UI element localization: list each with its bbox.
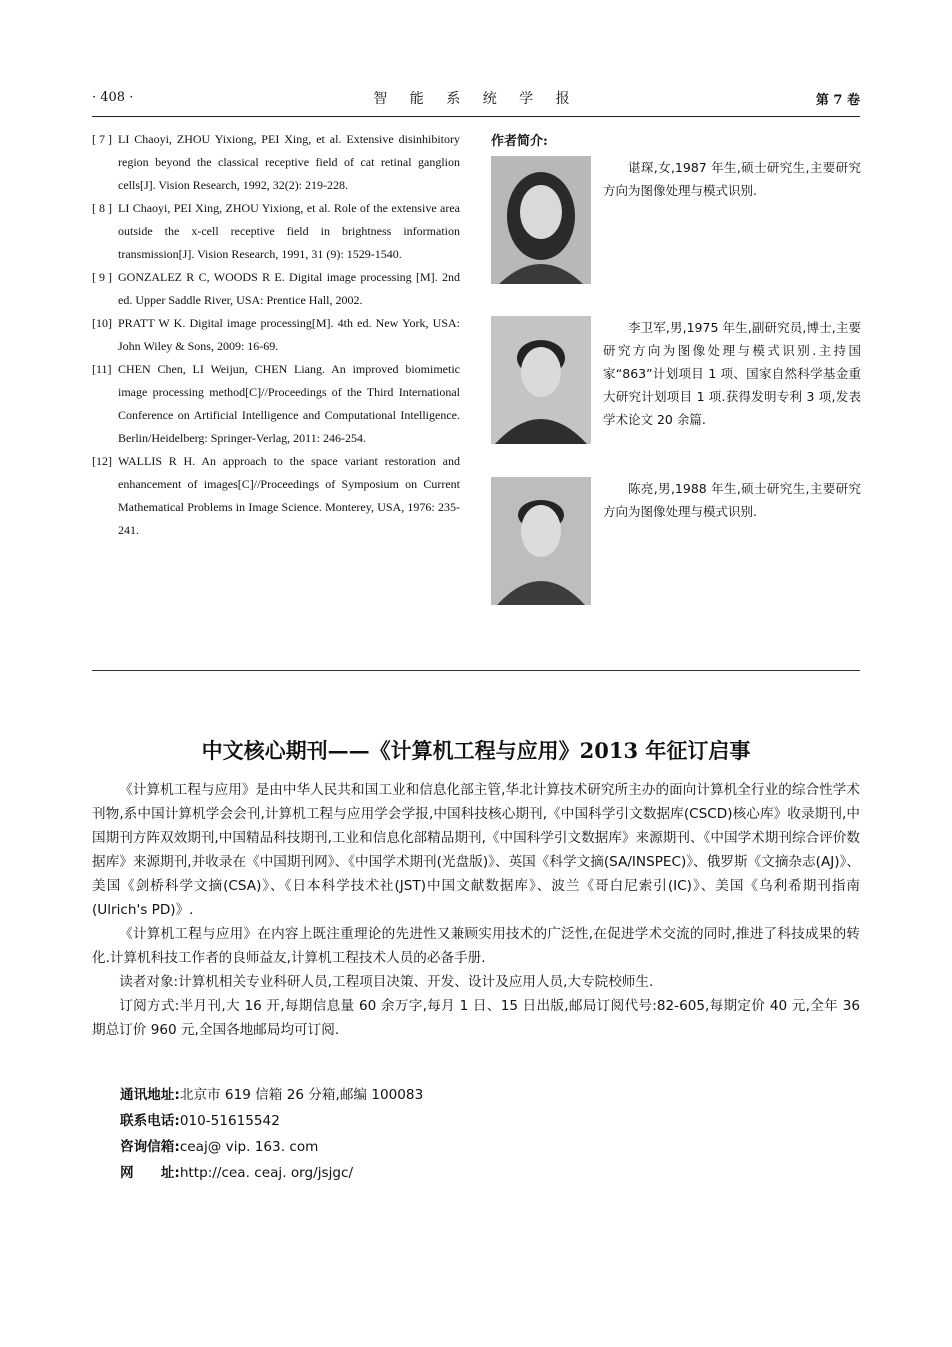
volume-label: 第 7 卷 [815,93,860,108]
reference-item: [ 8 ] LI Chaoyi, PEI Xing, ZHOU Yixiong, et al. Role of the extensive area outside the x-cell receptive field in brightness information transmission[J]. Vision Research, 1991, 31 (9): 1529-1540. [92,201,460,261]
header-rule [92,116,860,117]
reference-item: [ 7 ] LI Chaoyi, ZHOU Yixiong, PEI Xing, et al. Extensive disinhibitory region beyond the classical receptive field of cat retinal ganglion cells[J]. Vision Research, 1992, 32(2): 219-228. [92,132,460,192]
announcement-title: 中文核心期刊——《计算机工程与应用》2013 年征订启事 [201,738,751,763]
announcement-paragraph: 《计算机工程与应用》在内容上既注重理论的先进性又兼顾实用技术的广泛性,在促进学术交流的同时,推进了科技成果的转化.计算机科技工作者的良师益友,计算机工程技术人员的必备手册. [92,926,860,966]
announcement-paragraph: 订阅方式:半月刊,大 16 开,每期信息量 60 余万字,每月 1 日、15 日出版,邮局订阅代号:82-605,每期定价 40 元,全年 36 期总订价 960 元,全国各地邮局均可订阅. [92,998,860,1038]
announcement-body [92,778,860,1042]
journal-name: 智 能 系 统 学 报 [373,91,579,107]
author-bio: 陈亮,男,1988 年生,硕士研究生,主要研究方向为图像处理与模式识别. [603,481,861,519]
author-photo [491,156,591,284]
reference-list [92,128,460,542]
contact-info [120,1082,423,1186]
page-number: · 408 · [92,90,134,105]
reference-item: [12] WALLIS R H. An approach to the space variant restoration and enhancement of images[C]//Proceedings of Symposium on Current Mathematical Problems in Image Science. Monterey, USA, 1976: 235-241. [92,454,460,537]
author-bio: 李卫军,男,1975 年生,副研究员,博士,主要研究方向为图像处理与模式识别.主持国家“863”计划项目 1 项、国家自然科学基金重大研究计划项目 1 项.获得发明专利 3 项,发表学术论文 20 余篇. [603,320,861,427]
contact-phone: 联系电话:010-51615542 [120,1113,280,1129]
page-header [92,86,860,114]
section-divider [92,670,860,671]
author-section-title: 作者简介: [491,134,548,149]
contact-website: 网 址:http://cea. ceaj. org/jsjgc/ [120,1165,354,1181]
author-photo [491,477,591,605]
contact-address: 通讯地址:北京市 619 信箱 26 分箱,邮编 100083 [120,1087,424,1103]
contact-email: 咨询信箱:ceaj@ vip. 163. com [120,1139,319,1155]
announcement-paragraph: 读者对象:计算机相关专业科研人员,工程项目决策、开发、设计及应用人员,大专院校师生. [119,974,654,990]
announcement-paragraph: 《计算机工程与应用》是由中华人民共和国工业和信息化部主管,华北计算技术研究所主办的面向计算机全行业的综合性学术刊物,系中国计算机学会会刊,计算机工程与应用学会学报,中国科技核心期刊,《中国科学引文数据库(CSCD)核心库》收录期刊,中国期刊方阵双效期刊,中国精品科技期刊,工业和信息化部精品期刊,《中国科学引文数据库》来源期刊、《中国学术期刊综合评价数据库》来源期刊,并收录在《中国期刊网》、《中国学术期刊(光盘版)》、英国《科学文摘(SA/INSPEC)》、俄罗斯《文摘杂志(AJ)》、美国《剑桥科学文摘(CSA)》、《日本科学技术社(JST)中国文献数据库》、波兰《哥白尼索引(IC)》、美国《乌利希期刊指南(Ulrich's PD)》. [92,782,860,918]
reference-item: [ 9 ] GONZALEZ R C, WOODS R E. Digital image processing [M]. 2nd ed. Upper Saddle River, USA: Prentice Hall, 2002. [92,270,460,307]
author-photo [491,316,591,444]
reference-item: [10] PRATT W K. Digital image processing[M]. 4th ed. New York, USA: John Wiley & Sons, 2009: 16-69. [92,316,460,353]
reference-item: [11] CHEN Chen, LI Weijun, CHEN Liang. An improved biomimetic image processing method[C]//Proceedings of the Third International Conference on Artificial Intelligence and Computational Intelligence. Berlin/Heidelberg: Springer-Verlag, 2011: 246-254. [92,362,460,445]
author-bio: 谌琛,女,1987 年生,硕士研究生,主要研究方向为图像处理与模式识别. [603,160,861,198]
